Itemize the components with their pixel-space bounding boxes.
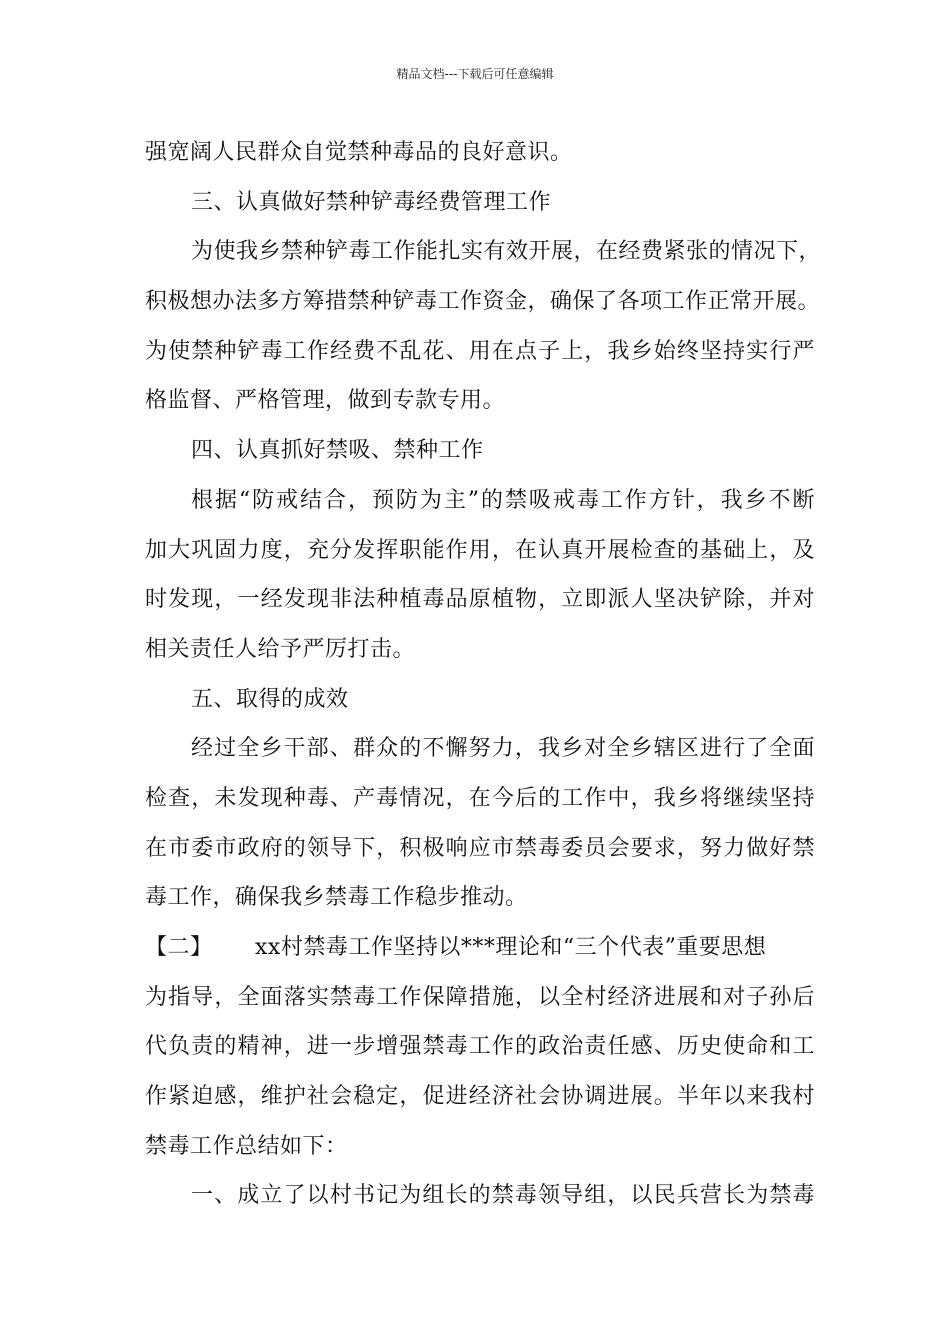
text-line: 为使我乡禁种铲毒工作能扎实有效开展，在经费紧张的情况下， (191, 239, 822, 265)
text-line: 毒工作，确保我乡禁毒工作稳步推动。 (145, 885, 528, 911)
text-line: 积极想办法多方筹措禁种铲毒工作资金，确保了各项工作正常开展。 (145, 289, 821, 315)
text-line: 经过全乡干部、群众的不懈努力，我乡对全乡辖区进行了全面 (191, 736, 815, 762)
text-line: 代负责的精神，进一步增强禁毒工作的政治责任感、历史使命和工 (145, 1034, 815, 1060)
text-line: 时发现，一经发现非法种植毒品原植物，立即派人坚决铲除，并对 (145, 587, 815, 613)
page-header: 精品文档---下载后可任意编辑 (396, 67, 554, 81)
text-line: 强宽阔人民群众自觉禁种毒品的良好意识。 (145, 140, 573, 165)
text-line: 相关责任人给予严厉打击。 (145, 636, 416, 662)
section-heading: 五、取得的成效 (191, 686, 349, 712)
text-line: 在市委市政府的领导下，积极响应市禁毒委员会要求，努力做好禁 (145, 835, 815, 861)
section-label: 【二】 (145, 935, 213, 960)
text-line: 检查，未发现种毒、产毒情况，在今后的工作中，我乡将继续坚持 (145, 785, 815, 811)
text-line: 加大巩固力度，充分发挥职能作用，在认真开展检查的基础上，及 (145, 537, 815, 563)
text-line: 一、成立了以村书记为组长的禁毒领导组，以民兵营长为禁毒 (191, 1183, 815, 1209)
text-line-content: xx村禁毒工作坚持以***理论和“三个代表”重要思想 (255, 935, 767, 960)
text-line: 为使禁种铲毒工作经费不乱花、用在点子上，我乡始终坚持实行严 (145, 338, 815, 364)
text-line: 为指导，全面落实禁毒工作保障措施，以全村经济进展和对子孙后 (145, 984, 815, 1010)
section-heading: 三、认真做好禁种铲毒经费管理工作 (191, 189, 552, 215)
text-line: 禁毒工作总结如下： (145, 1133, 348, 1159)
text-line (145, 923, 815, 973)
text-line: 格监督、严格管理，做到专款专用。 (145, 388, 506, 414)
section-heading: 四、认真抓好禁吸、禁种工作 (191, 438, 484, 464)
text-line: 根据“防戒结合，预防为主”的禁吸戒毒工作方针，我乡不断 (191, 487, 815, 513)
document-body (145, 128, 822, 1221)
text-line: 作紧迫感，维护社会稳定，促进经济社会协调进展。半年以来我村 (145, 1084, 815, 1110)
